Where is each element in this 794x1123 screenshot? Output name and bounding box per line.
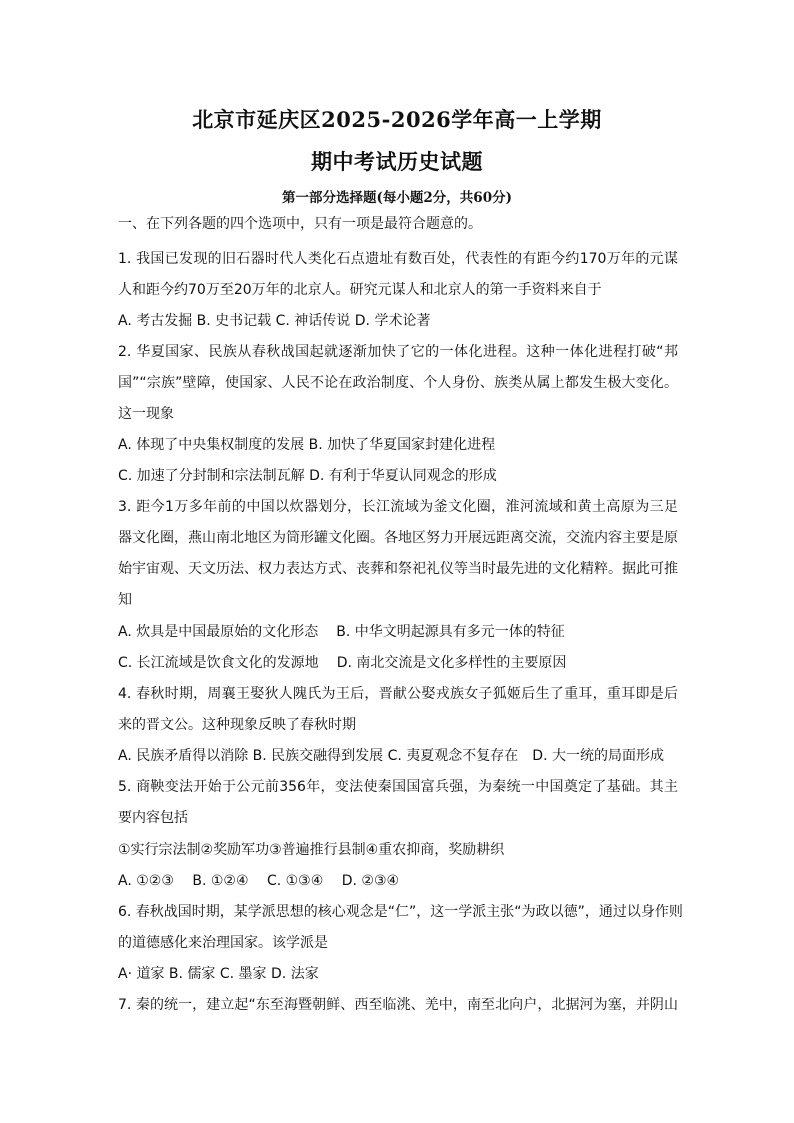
q3-stem-line-1: 3. 距今1万多年前的中国以炊器划分，长江流域为釜文化圈，淮河流域和黄土高原为三足: [118, 499, 678, 515]
q6-stem-line-2: 的道德感化来治理国家。该学派是: [118, 935, 328, 951]
q3-stem-line-2: 器文化圈，燕山南北地区为筒形罐文化圈。各地区努力开展远距离交流，交流内容主要是原: [118, 530, 678, 546]
q5-options: A. ①②③ B. ①②④ C. ①③④ D. ②③④: [118, 873, 400, 889]
q5-items: ①实行宗法制②奖励军功③普遍推行县制④重农抑商，奖励耕织: [118, 842, 505, 858]
q5-stem-line-2: 要内容包括: [118, 810, 188, 826]
q2-stem-line-3: 这一现象: [118, 406, 174, 422]
q4-options: A. 民族矛盾得以消除 B. 民族交融得到发展 C. 夷夏观念不复存在 D. 大一统的局面形成: [118, 748, 664, 764]
q3-options-row-1: [118, 622, 678, 642]
q1-options: A. 考古发掘 B. 史书记载 C. 神话传说 D. 学术论著: [118, 313, 431, 329]
document-subtitle: 期中考试历史试题: [311, 149, 483, 174]
q1-stem-line-2: 人和距今约70万至20万年的北京人。研究元谋人和北京人的第一手资料来自于: [118, 282, 602, 298]
q1-stem-line-1: 1. 我国已发现的旧石器时代人类化石点遗址有数百处，代表性的有距今约170万年的元谋: [118, 251, 678, 267]
q3-options-row-2: [118, 653, 678, 673]
q6-options: A· 道家 B. 儒家 C. 墨家 D. 法家: [118, 966, 319, 982]
q2-options-line-2: C. 加速了分封制和宗法制瓦解 D. 有利于华夏认同观念的形成: [118, 468, 497, 484]
q3-option-c: C. 长江流域是饮食文化的发源地: [118, 655, 319, 671]
q7-stem-line-1: 7. 秦的统一，建立起“东至海暨朝鲜、西至临洮、羌中，南至北向户，北据河为塞，并阴山: [118, 997, 678, 1013]
q3-option-b: B. 中华文明起源具有多元一体的特征: [336, 624, 565, 640]
q2-stem-line-2: 国”“宗族”壁障，使国家、人民不论在政治制度、个人身份、族类从属上都发生极大变化。: [118, 375, 678, 391]
document-title: 北京市延庆区2025-2026学年高一上学期: [192, 107, 602, 132]
q3-stem-line-3: 始宇宙观、天文历法、权力表达方式、丧葬和祭祀礼仪等当时最先进的文化精粹。据此可推: [118, 561, 678, 577]
q2-options-line-1: A. 体现了中央集权制度的发展 B. 加快了华夏国家封建化进程: [118, 437, 496, 453]
q2-stem-line-1: 2. 华夏国家、民族从春秋战国起就逐渐加快了它的一体化进程。这种一体化进程打破“邦: [118, 344, 678, 360]
q3-stem-line-4: 知: [118, 592, 132, 608]
section-heading: 第一部分选择题(每小题2分，共60分): [282, 190, 512, 206]
q3-option-d: D. 南北交流是文化多样性的主要原因: [336, 655, 567, 671]
section-instruction: 一、在下列各题的四个选项中，只有一项是最符合题意的。: [118, 216, 482, 232]
q3-option-a: A. 炊具是中国最原始的文化形态: [118, 624, 319, 640]
q6-stem-line-1: 6. 春秋战国时期，某学派思想的核心观念是“仁”，这一学派主张“为政以德”，通过以身作则: [118, 904, 683, 920]
q4-stem-line-2: 来的晋文公。这种现象反映了春秋时期: [118, 717, 356, 733]
q4-stem-line-1: 4. 春秋时期，周襄王娶狄人隗氏为王后，晋献公娶戎族女子狐姬后生了重耳，重耳即是后: [118, 686, 678, 702]
q5-stem-line-1: 5. 商鞅变法开始于公元前356年，变法使秦国国富兵强，为秦统一中国奠定了基础。其主: [118, 779, 678, 795]
